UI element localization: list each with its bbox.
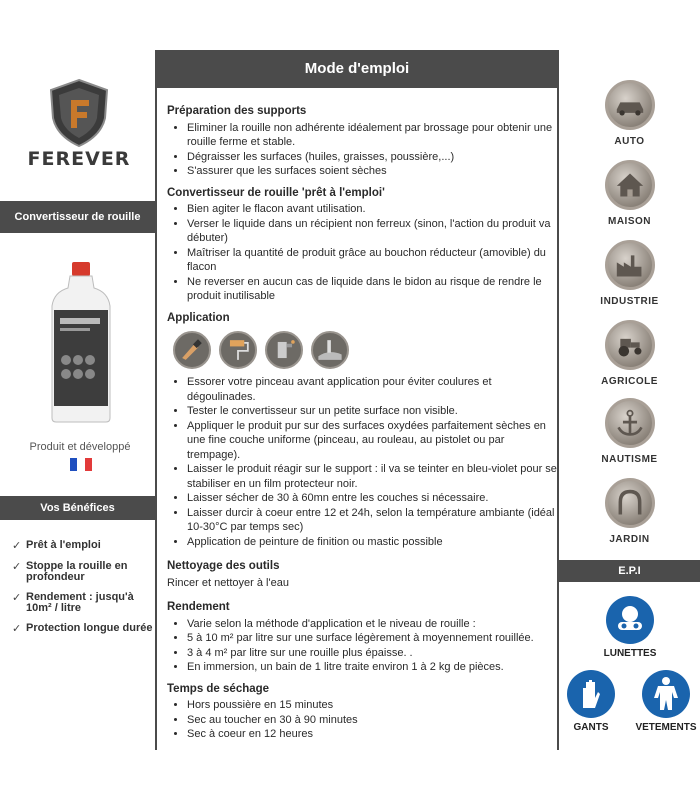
benefit-item xyxy=(12,592,157,614)
product-bottle-image xyxy=(48,262,114,424)
benefit-text: Stoppe la rouille en profondeur xyxy=(26,560,128,583)
list-item: • Bien agiter le flacon avant utilisation. xyxy=(187,202,557,217)
house-icon xyxy=(605,160,655,210)
instructions-content xyxy=(167,104,557,749)
garden-arch-icon xyxy=(605,478,655,528)
benefit-item xyxy=(12,561,157,583)
converter-list xyxy=(167,202,557,304)
application-icons xyxy=(173,331,557,369)
list-item: • Varie selon la méthode d'application et le niveau de rouille : xyxy=(187,617,557,632)
epi-gloves xyxy=(563,670,619,733)
check-icon: ✓ xyxy=(12,540,22,552)
dipping-icon xyxy=(311,331,349,369)
category-label: MAISON xyxy=(608,216,651,227)
list-item: • Essorer votre pinceau avant application pour éviter coulures et dégoulinades. xyxy=(187,375,557,404)
list-item: • 5 à 10 m² par litre sur une surface légèrement à moyennement rouillée. xyxy=(187,631,557,646)
section-title-cleaning: Nettoyage des outils xyxy=(167,560,280,572)
preparation-list xyxy=(167,121,557,179)
factory-icon xyxy=(605,240,655,290)
list-item: • Tester le convertisseur sur un petite surface non visible. xyxy=(187,404,557,419)
epi-goggles xyxy=(602,596,658,659)
tractor-icon xyxy=(605,320,655,370)
list-item: • Appliquer le produit pur sur des surfaces oxydées parfaitement sèches en une fine couche uniforme (pinceau, au rouleau, au pistolet ou par trempage). xyxy=(187,419,557,463)
epi-label: GANTS xyxy=(573,722,609,733)
made-in-text: Produit et développé xyxy=(29,441,131,453)
list-item: • Application de peinture de finition ou mastic possible xyxy=(187,535,557,550)
goggles-icon xyxy=(606,596,654,644)
brand-logo xyxy=(14,78,144,173)
benefit-text: Protection longue durée xyxy=(26,622,153,634)
list-item: • S'assurer que les surfaces soient sèches xyxy=(187,164,557,179)
list-item: • En immersion, un bain de 1 litre traite environ 1 à 2 kg de pièces. xyxy=(187,660,557,675)
yield-list xyxy=(167,617,557,675)
benefit-text: Rendement : jusqu'à 10m² / litre xyxy=(26,591,134,614)
application-list xyxy=(167,375,557,549)
epi-clothing xyxy=(635,670,697,733)
list-item: • Laisser le produit réagir sur le support : il va se teinter en bleu-violet pour se stabiliser en un film protecteur noir. xyxy=(187,462,557,491)
check-icon: ✓ xyxy=(12,623,22,635)
brand-name: FEREVER xyxy=(27,148,131,170)
epi-label: VETEMENTS xyxy=(635,722,697,733)
spray-gun-icon xyxy=(265,331,303,369)
category-label: INDUSTRIE xyxy=(600,296,659,307)
category-maison xyxy=(559,160,700,227)
list-item: • 3 à 4 m² par litre sur une rouille plus épaisse. . xyxy=(187,646,557,661)
category-jardin xyxy=(559,478,700,545)
benefits-list xyxy=(12,540,157,644)
list-item: • Ne reverser en aucun cas de liquide dans le bidon au risque de rendre le produit inutilisable xyxy=(187,275,557,304)
category-label: AGRICOLE xyxy=(601,376,658,387)
drying-list xyxy=(167,698,557,742)
section-title-preparation: Préparation des supports xyxy=(167,105,307,117)
benefits-title-bar: Vos Bénéfices xyxy=(0,496,155,520)
shield-logo-icon xyxy=(47,78,111,148)
roller-icon xyxy=(219,331,257,369)
list-item: • Verser le liquide dans un récipient non ferreux (sinon, l'action du produit va débuter) xyxy=(187,217,557,246)
list-item: • Hors poussière en 15 minutes xyxy=(187,698,557,713)
category-label: NAUTISME xyxy=(601,454,658,465)
anchor-icon xyxy=(605,398,655,448)
section-title-application: Application xyxy=(167,311,230,324)
section-title-converter: Convertisseur de rouille 'prêt à l'emploi' xyxy=(167,186,385,199)
car-icon xyxy=(605,80,655,130)
cleaning-text: Rincer et nettoyer à l'eau xyxy=(167,576,289,589)
check-icon: ✓ xyxy=(12,592,22,604)
right-column xyxy=(559,0,700,800)
list-item: • Sec à coeur en 12 heures xyxy=(187,727,557,742)
brush-icon xyxy=(173,331,211,369)
list-item: • Laisser sécher de 30 à 60mn entre les couches si nécessaire. xyxy=(187,491,557,506)
check-icon: ✓ xyxy=(12,561,22,573)
benefit-item xyxy=(12,623,157,635)
category-label: AUTO xyxy=(614,136,645,147)
instructions-panel xyxy=(155,50,559,750)
benefit-item xyxy=(12,540,157,552)
instructions-title: Mode d'emploi xyxy=(157,50,557,88)
left-column xyxy=(0,0,155,800)
category-nautisme xyxy=(559,398,700,465)
category-agricole xyxy=(559,320,700,387)
epi-label: LUNETTES xyxy=(603,648,657,659)
french-flag-icon xyxy=(70,458,92,471)
gloves-icon xyxy=(567,670,615,718)
list-item: • Sec au toucher en 30 à 90 minutes xyxy=(187,713,557,728)
coverall-icon xyxy=(642,670,690,718)
category-label: JARDIN xyxy=(609,534,650,545)
list-item: • Maîtriser la quantité de produit grâce au bouchon réducteur (amovible) du flacon xyxy=(187,246,557,275)
product-name-bar: Convertisseur de rouille xyxy=(0,201,155,233)
list-item: • Dégraisser les surfaces (huiles, graisses, poussière,...) xyxy=(187,150,557,165)
epi-title-bar: E.P.I xyxy=(559,560,700,582)
section-title-drying: Temps de séchage xyxy=(167,682,270,695)
benefit-text: Prêt à l'emploi xyxy=(26,539,101,551)
list-item: • Eliminer la rouille non adhérente idéalement par brossage pour obtenir une rouille ferme et stable. xyxy=(187,121,557,150)
section-title-yield: Rendement xyxy=(167,601,230,613)
category-auto xyxy=(559,80,700,147)
list-item: • Laisser durcir à coeur entre 12 et 24h, selon la température ambiante (idéal 10-30°C par temps sec) xyxy=(187,506,557,535)
category-industrie xyxy=(559,240,700,307)
